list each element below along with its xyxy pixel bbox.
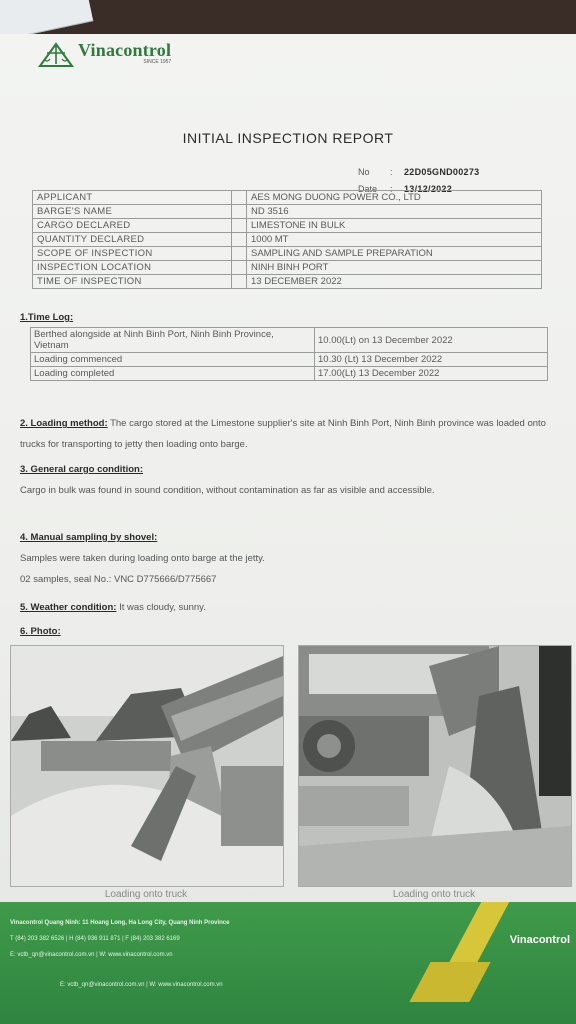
time-log-event: Loading commenced	[31, 353, 315, 367]
meta-separator: :	[390, 166, 393, 177]
manual-sampling-heading: 4. Manual sampling by shovel:	[20, 532, 158, 543]
photo-caption: Loading onto truck	[104, 889, 188, 900]
photo-image	[11, 646, 283, 886]
info-label: CARGO DECLARED	[33, 219, 232, 233]
info-label: BARGE'S NAME	[33, 205, 232, 219]
general-condition-text: Cargo in bulk was found in sound condition, without contamination as far as visible and accessible.	[20, 485, 435, 496]
logo-since: SINCE 1957	[143, 59, 172, 65]
info-label: SCOPE OF INSPECTION	[33, 247, 232, 261]
info-value: 13 DECEMBER 2022	[247, 275, 542, 289]
time-log-time: 17.00(Lt) 13 December 2022	[315, 367, 548, 381]
footer-contact: E: vctb_qn@vinacontrol.com.vn | W: www.vinacontrol.com.vn	[10, 952, 173, 958]
time-log-time: 10.00(Lt) on 13 December 2022	[315, 328, 548, 353]
weather-text: It was cloudy, sunny.	[119, 602, 206, 613]
time-log-event: Loading completed	[31, 367, 315, 381]
footer-address: Vinacontrol Quang Ninh: 11 Hoang Long, Ha Long City, Quang Ninh Province	[10, 920, 230, 926]
footer-brand: Vinacontrol	[509, 934, 570, 946]
photo-grid	[10, 645, 570, 905]
section-manual-sampling	[20, 527, 565, 590]
info-label: QUANTITY DECLARED	[33, 233, 232, 247]
info-value: LIMESTONE IN BULK	[247, 219, 542, 233]
info-row	[33, 261, 542, 275]
report-date: 13/12/2022	[404, 183, 453, 194]
general-condition-heading: 3. General cargo condition:	[20, 464, 143, 475]
logo-name: Vinacontrol	[78, 40, 172, 60]
vinacontrol-logo	[38, 40, 171, 70]
info-label: TIME OF INSPECTION	[33, 275, 232, 289]
time-log-event: Berthed alongside at Ninh Binh Port, Ninh Binh Province, Vietnam	[31, 328, 315, 353]
meta-key: No	[358, 166, 370, 177]
manual-sampling-line1: Samples were taken during loading onto barge at the jetty.	[20, 553, 265, 564]
photo-loading-2	[298, 645, 572, 887]
report-title: INITIAL INSPECTION REPORT	[182, 130, 394, 146]
scales-logo-icon	[38, 40, 74, 70]
report-number: 22D05GND00273	[404, 166, 480, 177]
page-footer	[0, 902, 576, 1024]
info-row	[33, 275, 542, 289]
info-row	[33, 247, 542, 261]
footer-stripe	[409, 962, 490, 1002]
info-row	[33, 219, 542, 233]
section-weather	[20, 597, 565, 618]
photo-heading: 6. Photo:	[20, 626, 61, 637]
loading-method-text: The cargo stored at the Limestone supplier's site at Ninh Binh Port, Ninh Binh province was loaded onto trucks for transporting to jetty then loading onto barge.	[20, 418, 546, 450]
section-loading-method	[20, 413, 565, 455]
info-label: APPLICANT	[33, 191, 232, 205]
meta-separator: :	[390, 183, 393, 194]
manual-sampling-line2: 02 samples, seal No.: VNC D775666/D775667	[20, 574, 217, 585]
section-photo	[20, 621, 565, 642]
photo-image	[299, 646, 571, 886]
photo-caption: Loading onto truck	[392, 889, 476, 900]
info-row	[33, 233, 542, 247]
time-log-table	[30, 327, 548, 381]
time-log-time: 10.30 (Lt) 13 December 2022	[315, 353, 548, 367]
weather-heading: 5. Weather condition:	[20, 602, 117, 613]
time-log-row	[31, 367, 548, 381]
meta-key: Date	[358, 183, 378, 194]
section-time-log	[20, 312, 73, 323]
footer-contact-lower: E: vctb_qn@vinacontrol.com.vn | W: www.vinacontrol.com.vn	[60, 982, 223, 988]
info-value: SAMPLING AND SAMPLE PREPARATION	[247, 247, 542, 261]
info-row	[33, 205, 542, 219]
info-value: NINH BINH PORT	[247, 261, 542, 275]
photo-item	[298, 645, 570, 905]
time-log-heading: 1.Time Log:	[20, 312, 74, 323]
photo-loading-1	[10, 645, 284, 887]
time-log-row	[31, 328, 548, 353]
info-label: INSPECTION LOCATION	[33, 261, 232, 275]
time-log-row	[31, 353, 548, 367]
section-general-condition	[20, 459, 565, 501]
info-value: AES MONG DUONG POWER CO., LTD	[247, 191, 542, 205]
info-value: ND 3516	[247, 205, 542, 219]
footer-phone: T (84) 203 382 6526 | H (84) 936 911 871 | F (84) 203 382 6169	[10, 936, 180, 942]
inspection-info-table	[32, 190, 542, 289]
meta-row-number	[358, 163, 479, 180]
info-row	[33, 191, 542, 205]
loading-method-heading: 2. Loading method:	[20, 418, 108, 429]
info-value: 1000 MT	[247, 233, 542, 247]
photo-item	[10, 645, 282, 905]
